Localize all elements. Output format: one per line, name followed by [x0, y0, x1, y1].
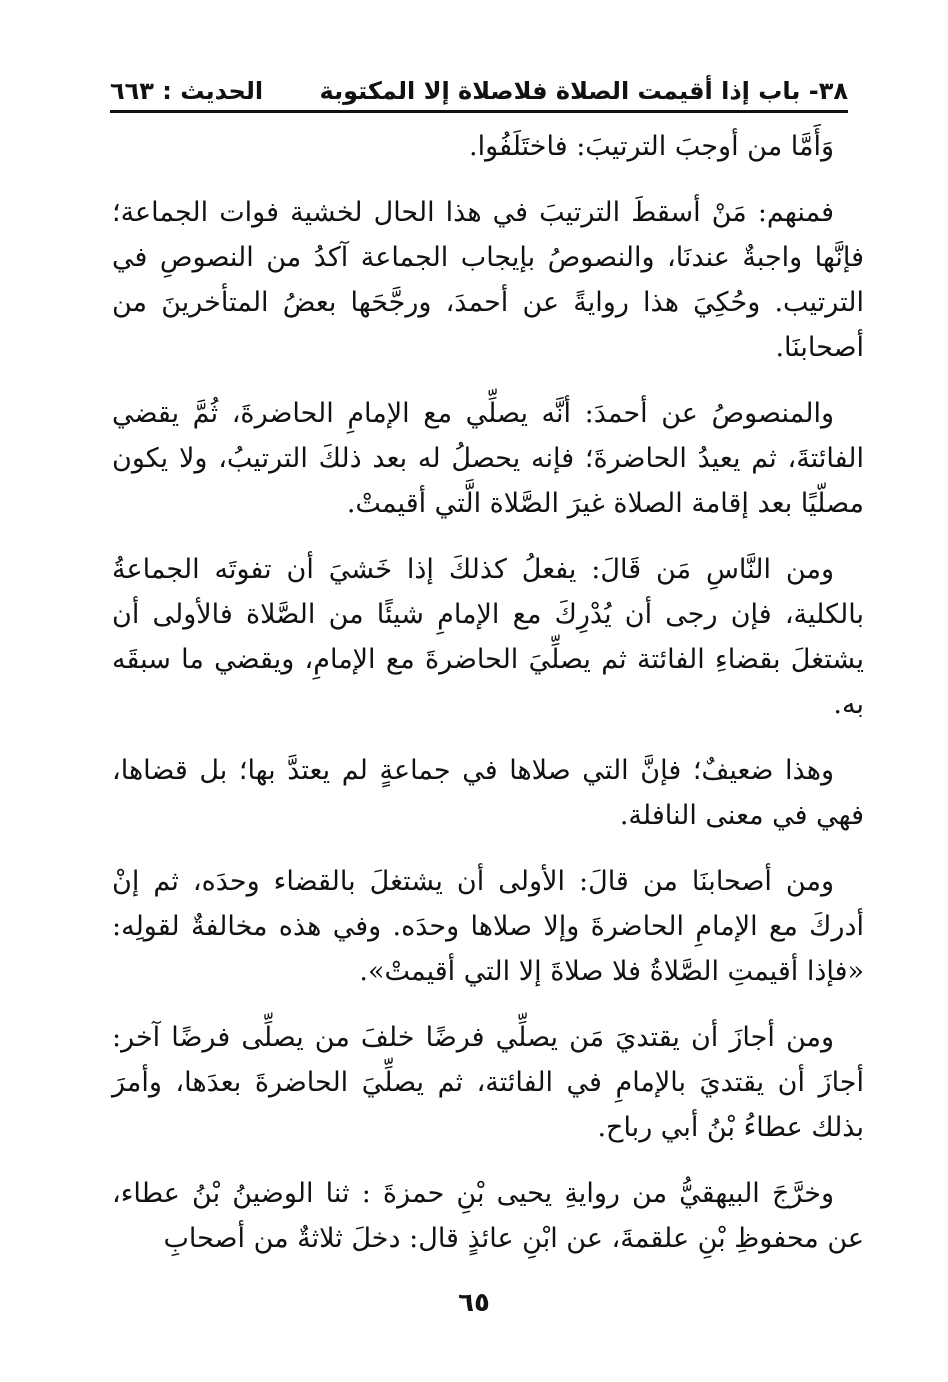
paragraph: فمنهم: مَنْ أسقطَ الترتيبَ في هذا الحال لخشية فوات الجماعة؛ فإنَّها واجبةٌ عندنَا، والنصوصُ بإيجاب الجماعة آكدُ من النصوصِ في الترتيب. وحُكِيَ هذا روايةً عن أحمدَ، ورجَّحَها بعضُ المتأخرينَ من أصحابنَا. — [112, 197, 864, 363]
paragraph: ومن النَّاسِ مَن قَالَ: يفعلُ كذلكَ إذا خَشيَ أن تفوتَه الجماعةُ بالكلية، فإن رجى أن يُدْرِكَ مع الإمامِ شيئًا من الصَّلاة فالأولى أن يشتغلَ بقضاءِ الفائتة ثم يصلِّيَ الحاضرةَ مع الإمامِ، ويقضي ما سبقَه به. — [112, 554, 864, 720]
paragraph: وهذا ضعيفٌ؛ فإنَّ التي صلاها في جماعةٍ لم يعتدَّ بها؛ بل قضاها، فهي في معنى النافلة. — [112, 755, 864, 831]
paragraph: وخرَّجَ البيهقيُّ من روايةِ يحيى بْنِ حمزةَ : ثنا الوضينُ بْنُ عطاء، عن محفوظِ بْنِ علقمةَ، عن ابْنِ عائذٍ قال: دخلَ ثلاثةٌ من أصحابِ — [112, 1178, 864, 1254]
paragraph: ومن أجازَ أن يقتديَ مَن يصلِّي فرضًا خلفَ من يصلِّى فرضًا آخر: أجازَ أن يقتديَ بالإمامِ في الفائتة، ثم يصلِّيَ الحاضرةَ بعدَها، وأمرَ بذلك عطاءُ بْنُ أبي رباح. — [112, 1022, 864, 1143]
main-text — [112, 124, 864, 1282]
page-number: ٦٥ — [458, 1288, 490, 1318]
paragraph: وَأَمَّا من أوجبَ الترتيبَ: فاختَلَفُوا. — [469, 131, 834, 162]
header-divider — [110, 110, 848, 113]
paragraph: ومن أصحابنَا من قالَ: الأولى أن يشتغلَ بالقضاء وحدَه، ثم إنْ أدركَ مع الإمامِ الحاضرةَ وإلا صلاها وحدَه. وفي هذه مخالفةٌ لقولِه: «فإذا أقيمتِ الصَّلاةُ فلا صلاةَ إلا التي أقيمتْ». — [112, 866, 864, 987]
paragraph: والمنصوصُ عن أحمدَ: أنَّه يصلِّي مع الإمامِ الحاضرةَ، ثُمَّ يقضي الفائتةَ، ثم يعيدُ الحاضرةَ؛ فإنه يحصلُ له بعد ذلكَ الترتيبُ، ولا يكون مصلّيًا بعد إقامة الصلاة غيرَ الصَّلاة الَّتي أقيمتْ. — [112, 398, 864, 519]
hadith-reference: الحديث : ٦٦٣ — [110, 77, 264, 105]
chapter-title: ٣٨- باب إذا أقيمت الصلاة فلاصلاة إلا المكتوبة — [319, 77, 848, 105]
running-header — [110, 62, 848, 106]
